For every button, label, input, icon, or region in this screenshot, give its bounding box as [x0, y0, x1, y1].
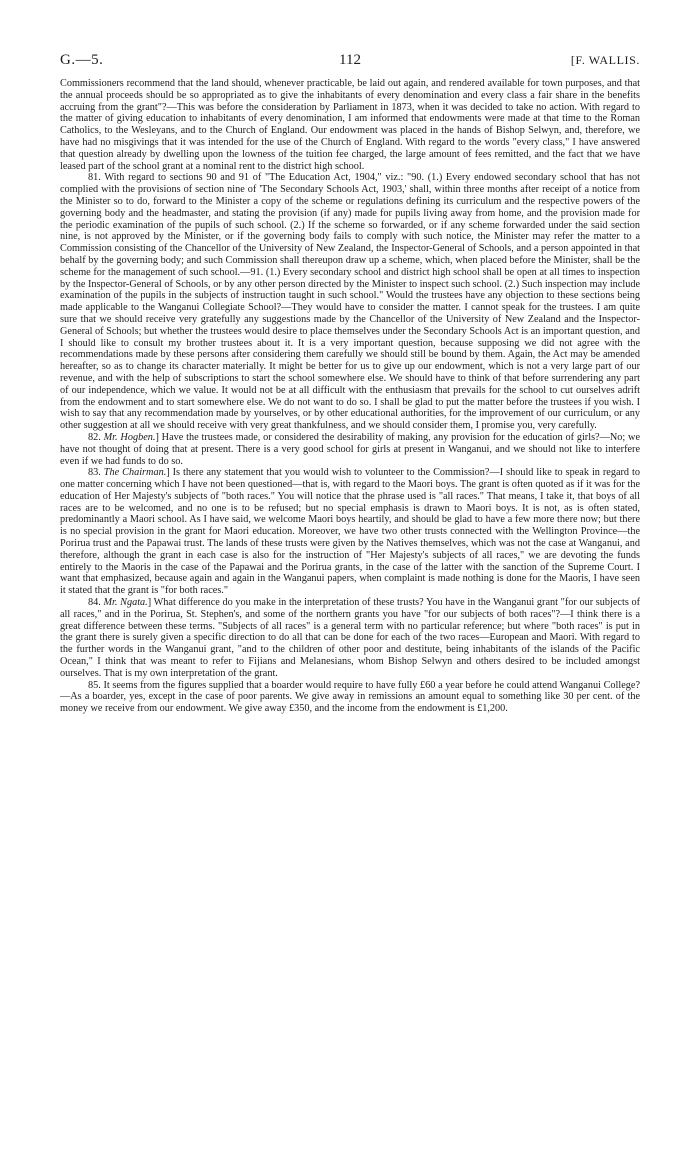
paragraph-number: 84.	[88, 597, 101, 609]
speaker-name: Mr. Ngata.	[103, 597, 148, 609]
paragraph-number: 82.	[88, 431, 101, 443]
paragraph-number: 81.	[88, 172, 101, 184]
speaker-name: Mr. Hogben.	[103, 431, 156, 443]
paragraph-text: Commissioners recommend that the land should, whenever practicable, be laid out again, and rendered available for town purposes, and that the annual proceeds should be so appropriated as to give the inhabitants of every denomination and every class a fair share in the benefits accruing from the grant"?—This was before the consideration by Parliament in 1873, when it was decided to take no action. With regard to the matter of giving education to inhabitants of every denomination, I am informed that endowments were made at that time to the Roman Catholics, to the Wesleyans, and to the Church of England. Our endowment was placed in the hands of Bishop Selwyn, and, therefore, we have had no misgivings that it was intended for the use of the Church of England. With regard to the words "every class," I have answered that question already by dwelling upon the lowness of the tuition fee charged, the large amount of fees remitted, and the fact that we have leased part of the school grant at a nominal rent to the district high school.	[60, 78, 640, 172]
page-number: 112	[339, 52, 361, 68]
paragraph-83	[60, 467, 640, 597]
document-body	[60, 78, 640, 715]
paragraph-82	[60, 432, 640, 467]
paragraph-continuation	[60, 78, 640, 172]
paragraph-81	[60, 172, 640, 432]
paragraph-number: 85.	[88, 679, 101, 691]
speaker-name: The Chairman.	[103, 467, 167, 479]
page-header	[60, 52, 640, 68]
series-reference: G.—5.	[60, 52, 104, 68]
paragraph-text: ] Is there any statement that you would wish to volunteer to the Commission?—I should like to speak in regard to one matter concerning which I have not been questioned—that is, with regard to the Maori boys. The grant is often quoted as if it was for the education of Her Majesty's subjects of "both races." You will notice that the phrase used is "all races." That means, I take it, that boys of all races are to be welcomed, and no one is to be refused; but no special emphasis is drawn to Maori boys. It is not, as is often stated, predominantly a Maori school. As I have said, we welcome Maori boys heartily, and should be glad to have a few more there now; but there is no special provision in the grant for Maori education. Moreover, we have two other trusts connected with the Wellington Province—the Porirua trust and the Papawai trust. The lands of these trusts were given by the Natives themselves, which was not the case at Wanganui, and therefore, although the grant in each case is also for the instruction of "Her Majesty's subjects of all races," we are devoting the funds entirely to the Maoris in the case of the Papawai and the Porirua grants, in the case of the latter with the sanction of the Supreme Court. I want that emphasized, because again and again in the Wanganui papers, when complaint is made nothing is done for the Maoris, I have seen it stated that the grant is "for both races."	[60, 467, 640, 597]
paragraph-text: ] What difference do you make in the interpretation of these trusts? You have in the Wanganui grant "for our subjects of all races," and in the Porirua, St. Stephen's, and some of the northern grants you have "for our subjects of both races"?—I think there is a great difference between these terms. "Subjects of all races" is a general term with no particular reference; but where "both races" is put in the grant there is surely given a specific direction to do all that can be done for each of the two races—European and Maori. With regard to the further words in the Wanganui grant, "and to the children of other poor and destitute, being inhabitants of the islands of the Pacific Ocean," I think that was meant to refer to Fijians and Melanesians, whom Bishop Selwyn and others desired to be included amongst ourselves. That is my own interpretation of the grant.	[60, 597, 641, 679]
paragraph-84	[60, 597, 640, 680]
paragraph-85	[60, 680, 640, 715]
paragraph-text: It seems from the figures supplied that a boarder would require to have fully £60 a year before he could attend Wanganui College?—As a boarder, yes, except in the case of poor parents. We give away in remissions an amount equal to something like 30 per cent. of the money we receive from our endowment. We give away £350, and the income from the endowment is £1,200.	[60, 679, 641, 715]
paragraph-text: With regard to sections 90 and 91 of "The Education Act, 1904," viz.: "90. (1.) Every endowed secondary school that has not complied with the provisions of section nine of 'The Secondary Schools Act, 1903,' shall, within three months after receipt of a notice from the Minister so to do, forward to the Minister a copy of the scheme or regulations defining its curriculum and the respective powers of the governing body and the headmaster, and stating the provision (if any) made for pupils living away from home, and the provision made for the periodic examination of the pupils of such school. (2.) If the scheme so forwarded, or if any scheme forwarded under the said section nine, is not approved by the Minister, or if the governing body fails to comply with such notice, the Minister may refer the matter to a Commission consisting of the Chancellor of the University of New Zealand, the Inspector-General of Schools, and a person appointed in that behalf by the governing body; and such Commission shall thereupon draw up a scheme, which, when placed before the Minister, shall be the scheme for the management of such school.—91. (1.) Every secondary school and district high school shall be open at all times to inspection by the Inspector-General of Schools, or by any other person directed by the Minister to inspect such school. (2.) Such inspection may include examination of the pupils in the subjects of instruction taught in such school." Would the trustees have any objection to these sections being made applicable to the Wanganui Collegiate School?—They would have to consider the matter. I cannot speak for the trustees. I am quite sure that we should receive very gratefully any suggestions made by the Chancellor of the University of New Zealand and the Inspector-General of Schools; but whether the trustees would desire to place themselves under the Secondary Schools Act is an important question, and I should like to consult my brother trustees about it. It is a very important question, because supposing we did not agree with the recommendations made by these persons after considering them carefully we should still be bound by them. Again, the Act may be amended hereafter, so as to change its character materially. It might be better for us to give up our endowment, which is not a very large part of our revenue, and with the help of subscriptions to start the school somewhere else. We should have to think of that before surrendering any part of our independence, which we value. It would not be at all difficult with the enthusiasm that prevails for the school to cut ourselves adrift from the endowment and to start somewhere else. We do not want to do so. I shall be glad to put the matter before the trustees if you wish. I wish to say that any recommendation made by yourselves, or by other educational authorities, for the improvement of our curriculum, or any other suggestion at all we should receive with very great thankfulness, and we should consider them, I promise you, very carefully.	[60, 172, 640, 432]
witness-name: [F. WALLIS.	[570, 53, 640, 67]
paragraph-text: ] Have the trustees made, or considered the desirability of making, any provision for the education of girls?—No; we have not thought of doing that at present. There is a very good school for girls at present in Wanganui, and we should not like to interfere even if we had funds to do so.	[60, 431, 641, 467]
paragraph-number: 83.	[88, 467, 101, 479]
